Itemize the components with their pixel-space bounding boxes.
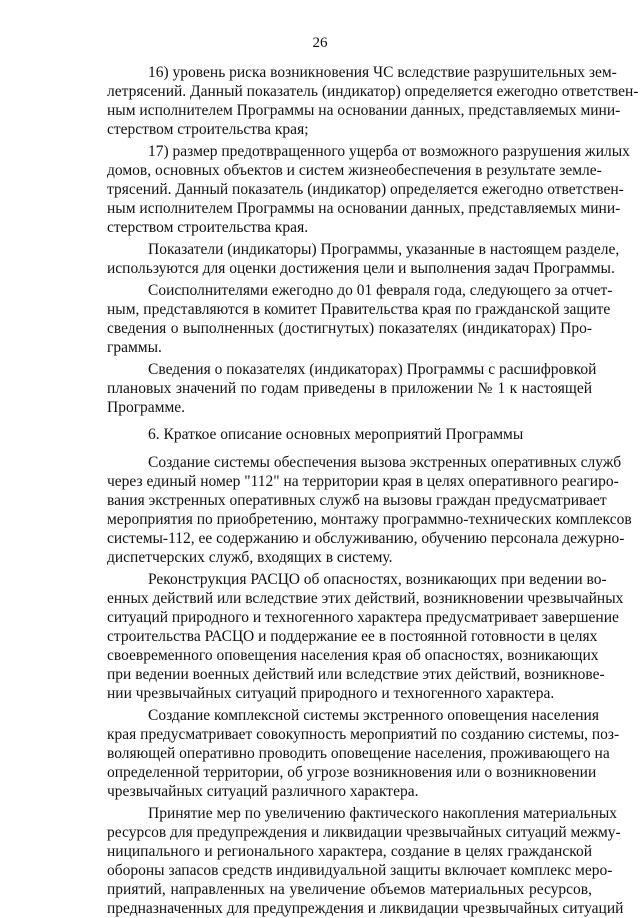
- paragraph: [107, 706, 620, 801]
- text-line: енных действий или вследствие этих действий, возникновении чрезвычайных: [107, 590, 624, 607]
- paragraph: [107, 360, 597, 417]
- text-line: ситуаций природного и техногенного характера предусматривает завершение: [107, 609, 619, 626]
- text-line: ным исполнителем Программы на основании данных, представляемых мини-: [107, 102, 621, 119]
- text-line: системы-112, ее содержанию и обслуживанию, обучению персонала дежурно-: [107, 530, 625, 547]
- text-line: ным исполнителем Программы на основании данных, представляемых мини-: [107, 200, 621, 217]
- measures-section: [107, 453, 632, 918]
- paragraph: [107, 570, 624, 703]
- text-line: ниципального и регионального характера, создание в целях гражданской: [107, 843, 592, 860]
- text-line: при ведении военных действий или вследствие этих действий, возникнове-: [107, 666, 605, 683]
- text-line: вания экстренных оперативных служб на вызовы граждан предусматривает: [107, 492, 607, 509]
- text-line: своевременного оповещения населения края об опасностях, возникающих: [107, 647, 599, 664]
- paragraph: [107, 453, 632, 567]
- document-body: [107, 63, 639, 918]
- text-line: 16) уровень риска возникновения ЧС вследствие разрушительных зем-: [148, 64, 617, 81]
- text-line: граммы.: [107, 339, 162, 356]
- text-line: Показатели (индикаторы) Программы, указанные в настоящем разделе,: [148, 241, 620, 258]
- text-line: предназначенных для предупреждения и ликвидации чрезвычайных ситуаций: [107, 900, 624, 917]
- indicators-section: [107, 63, 639, 417]
- text-line: ным, представляются в комитет Правительства края по гражданской защите: [107, 301, 611, 318]
- text-line: воляющей оперативно проводить оповещение населения, проживающего на: [107, 745, 610, 762]
- text-line: стерством строительства края.: [107, 219, 309, 236]
- text-line: приятий, направленных на увеличение объемов материальных ресурсов,: [107, 881, 592, 898]
- page-number: 26: [312, 35, 328, 51]
- paragraph: [107, 281, 613, 357]
- text-line: домов, основных объектов и систем жизнеобеспечения в результате земле-: [107, 162, 602, 179]
- paragraph: [107, 63, 639, 139]
- text-line: ресурсов для предупреждения и ликвидации чрезвычайных ситуаций межму-: [107, 824, 621, 841]
- text-line: Соисполнителями ежегодно до 01 февраля года, следующего за отчет-: [148, 282, 613, 299]
- text-line: используются для оценки достижения цели и выполнения задач Программы.: [107, 260, 615, 277]
- text-line: строительства РАСЦО и поддержание ее в постоянной готовности в целях: [107, 628, 598, 645]
- paragraph: [107, 804, 624, 918]
- text-line: через единый номер "112" на территории края в целях оперативного реагиро-: [107, 473, 619, 490]
- text-line: Реконструкция РАСЦО об опасностях, возникающих при ведении во-: [148, 571, 607, 588]
- text-line: Создание комплексной системы экстренного оповещения населения: [148, 707, 599, 724]
- text-line: мероприятия по приобретению, монтажу программно-технических комплексов: [107, 511, 632, 528]
- text-line: летрясений. Данный показатель (индикатор) определяется ежегодно ответствен-: [107, 83, 639, 100]
- text-line: чрезвычайных ситуаций различного характера.: [107, 783, 419, 800]
- section-heading: 6. Краткое описание основных мероприятий Программы: [148, 426, 524, 443]
- text-line: диспетчерских служб, входящих в систему.: [107, 549, 393, 566]
- text-line: Принятие мер по увеличению фактического накопления материальных: [148, 805, 618, 822]
- text-line: Сведения о показателях (индикаторах) Программы с расшифровкой: [148, 361, 597, 378]
- text-line: определенной территории, об угрозе возникновения или о возникновении: [107, 764, 597, 781]
- text-line: Создание системы обеспечения вызова экстренных оперативных служб: [148, 454, 622, 471]
- text-line: сведения о выполненных (достигнутых) показателях (индикаторах) Про-: [107, 320, 592, 337]
- paragraph: [107, 240, 620, 278]
- text-line: Программе.: [107, 399, 186, 416]
- text-line: края предусматривает совокупность мероприятий по созданию системы, поз-: [107, 726, 620, 743]
- paragraph: [107, 142, 630, 237]
- text-line: нии чрезвычайных ситуаций природного и техногенного характера.: [107, 685, 555, 702]
- text-line: обороны запасов средств индивидуальной защиты включает комплекс меро-: [107, 862, 613, 879]
- text-line: 17) размер предотвращенного ущерба от возможного разрушения жилых: [148, 143, 630, 160]
- text-line: плановых значений по годам приведены в приложении № 1 к настоящей: [107, 380, 592, 397]
- text-line: стерством строительства края;: [107, 121, 309, 138]
- text-line: трясений. Данный показатель (индикатор) определяется ежегодно ответствен-: [107, 181, 624, 198]
